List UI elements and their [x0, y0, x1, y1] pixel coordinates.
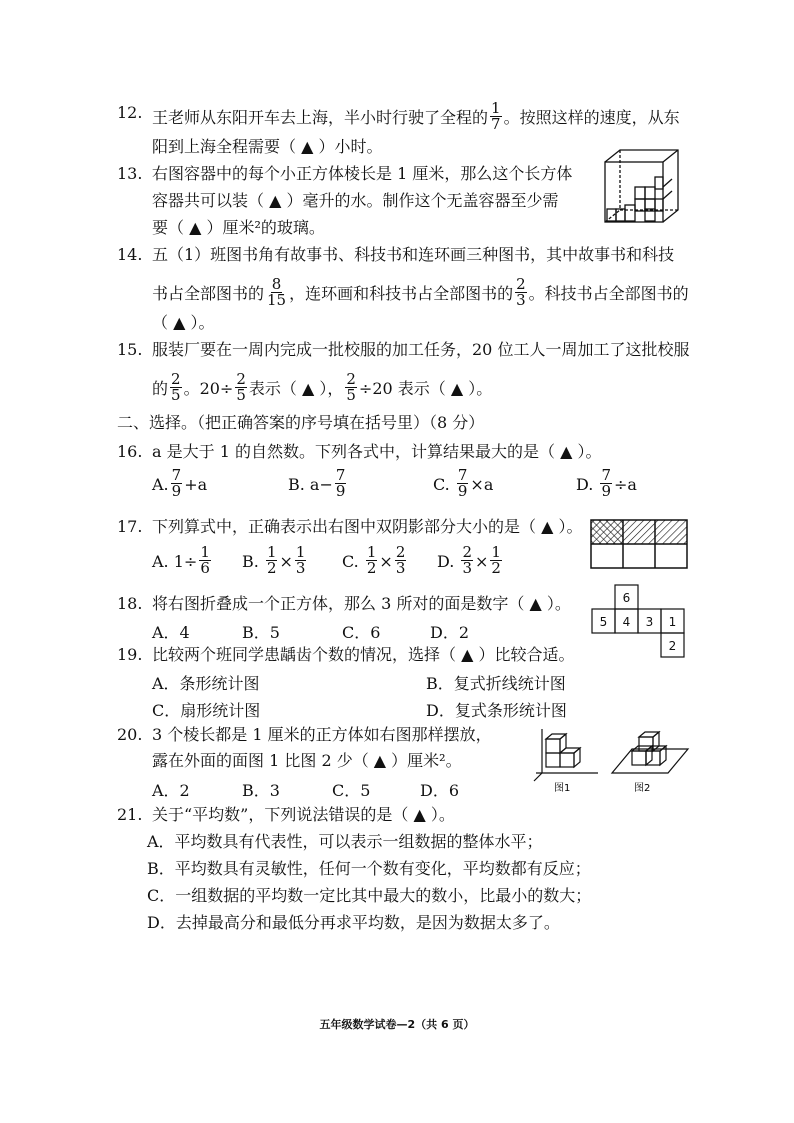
- q21-stem: 关于“平均数”，下列说法错误的是（ ▲ ）。: [152, 805, 455, 824]
- net-cell-6: 6: [622, 591, 631, 605]
- q15-fraction-3: $\frac{2}{5}$: [346, 370, 356, 404]
- q19-number: 19.: [117, 645, 143, 664]
- q14-line1: 五（1）班图书角有故事书、科技书和连环画三种图书，其中故事书和科技: [152, 245, 675, 264]
- q15-number: 15.: [117, 340, 143, 359]
- q14-line2: 书占全部图书的 $\frac{8}{15}$ ，连环画和科技书占全部图书的 $\frac{2}{3}$ 。科技书占全部图书的: [152, 275, 689, 309]
- q21-option-d: D．去掉最高分和最低分再求平均数，是因为数据太多了。: [147, 913, 560, 932]
- cubes-figure-2: [610, 727, 690, 797]
- q19-option-c: C．扇形统计图: [152, 701, 261, 720]
- q20-option-b: B．3: [242, 781, 280, 800]
- q20-option-c: C．5: [332, 781, 371, 800]
- q20-option-d: D．6: [420, 781, 460, 800]
- q16-stem: a 是大于 1 的自然数。下列各式中，计算结果最大的是（ ▲ ）。: [152, 442, 602, 461]
- q12-line2: 阳到上海全程需要（ ▲ ）小时。: [152, 137, 383, 156]
- q19-option-a: A．条形统计图: [152, 674, 260, 693]
- q17-option-a: A. 1÷ $\frac{1}{6}$: [152, 543, 210, 577]
- q16-number: 16.: [117, 442, 143, 461]
- q14-number: 14.: [117, 245, 143, 264]
- q15-fraction-2: $\frac{2}{5}$: [236, 370, 246, 404]
- container-figure: [602, 147, 682, 227]
- q19-stem: 比较两个班同学患龋齿个数的情况，选择（ ▲ ）比较合适。: [152, 645, 575, 664]
- q14-line3: （ ▲ ）。: [152, 313, 215, 332]
- q13-number: 13.: [117, 164, 143, 183]
- page-footer: 五年级数学试卷—2（共 6 页）: [319, 1018, 475, 1031]
- q17-stem: 下列算式中，正确表示出右图中双阴影部分大小的是（ ▲ ）。: [152, 517, 583, 536]
- q21-option-b: B．平均数具有灵敏性，任何一个数有变化，平均数都有反应；: [147, 859, 591, 878]
- q17-option-c: C. $\frac{1}{2}$ × $\frac{2}{3}$: [342, 543, 406, 577]
- figure-2-caption: 图2: [634, 783, 651, 794]
- section-2-heading: 二、选择。（把正确答案的序号填在括号里）（8 分）: [117, 413, 485, 432]
- q18-number: 18.: [117, 594, 143, 613]
- q17-option-b: B. $\frac{1}{2}$ × $\frac{1}{3}$: [242, 543, 306, 577]
- q14-fraction-1: $\frac{8}{15}$: [267, 275, 287, 309]
- q13-line1: 右图容器中的每个小正方体棱长是 1 厘米，那么这个长方体: [152, 164, 573, 183]
- net-cell-3: 3: [645, 615, 654, 629]
- q18-option-d: D．2: [430, 623, 470, 642]
- q13-line3: 要（ ▲ ）厘米²的玻璃。: [152, 218, 325, 237]
- q20-line1: 3 个棱长都是 1 厘米的正方体如右图那样摆放，: [152, 725, 492, 744]
- net-cell-5: 5: [599, 615, 608, 629]
- q21-option-a: A．平均数具有代表性，可以表示一组数据的整体水平；: [147, 832, 543, 851]
- q12-line1: 王老师从东阳开车去上海，半小时行驶了全程的 $\frac{1}{7}$ 。按照这样的速度，从东: [152, 99, 680, 133]
- q17-option-d: D. $\frac{2}{3}$ × $\frac{1}{2}$: [437, 543, 501, 577]
- q18-option-b: B．5: [242, 623, 280, 642]
- q16-option-a: A. $\frac{7}{9}$ +a: [152, 466, 208, 500]
- q20-line2: 露在外面的面图 1 比图 2 少（ ▲ ）厘米²。: [152, 751, 462, 770]
- q20-option-a: A．2: [152, 781, 190, 800]
- q14-fraction-2: $\frac{2}{3}$: [516, 275, 526, 309]
- net-cell-2: 2: [668, 639, 677, 653]
- q16-option-b: B. a− $\frac{7}{9}$: [288, 466, 346, 500]
- q19-option-d: D．复式条形统计图: [426, 701, 567, 720]
- net-cell-1: 1: [668, 615, 677, 629]
- q12-number: 12.: [117, 103, 143, 122]
- net-cell-4: 4: [622, 615, 631, 629]
- q12-fraction: $\frac{1}{7}$: [491, 99, 501, 133]
- q17-number: 17.: [117, 517, 143, 536]
- q16-option-c: C. $\frac{7}{9}$ ×a: [433, 466, 494, 500]
- q21-option-c: C．一组数据的平均数一定比其中最大的数小，比最小的数大；: [147, 886, 592, 905]
- q18-option-a: A．4: [152, 623, 190, 642]
- shaded-rectangle-figure: [589, 518, 689, 570]
- q13-line2: 容器共可以装（ ▲ ）毫升的水。制作这个无盖容器至少需: [152, 191, 559, 210]
- q19-option-b: B．复式折线统计图: [426, 674, 566, 693]
- q16-option-d: D. $\frac{7}{9}$ ÷a: [576, 466, 637, 500]
- cubes-figure-1: [530, 727, 600, 797]
- cube-net-figure: [590, 583, 690, 663]
- q18-option-c: C．6: [342, 623, 381, 642]
- q20-number: 20.: [117, 725, 143, 744]
- q21-number: 21.: [117, 805, 143, 824]
- q15-fraction-1: $\frac{2}{5}$: [171, 370, 181, 404]
- q15-line1: 服装厂要在一周内完成一批校服的加工任务，20 位工人一周加工了这批校服: [152, 340, 690, 359]
- q18-stem: 将右图折叠成一个正方体，那么 3 所对的面是数字（ ▲ ）。: [152, 594, 571, 613]
- q15-line2: 的 $\frac{2}{5}$ 。20÷ $\frac{2}{5}$ 表示（ ▲ ）， $\frac{2}{5}$ ÷20 表示（ ▲ ）。: [152, 370, 493, 404]
- figure-1-caption: 图1: [554, 783, 571, 794]
